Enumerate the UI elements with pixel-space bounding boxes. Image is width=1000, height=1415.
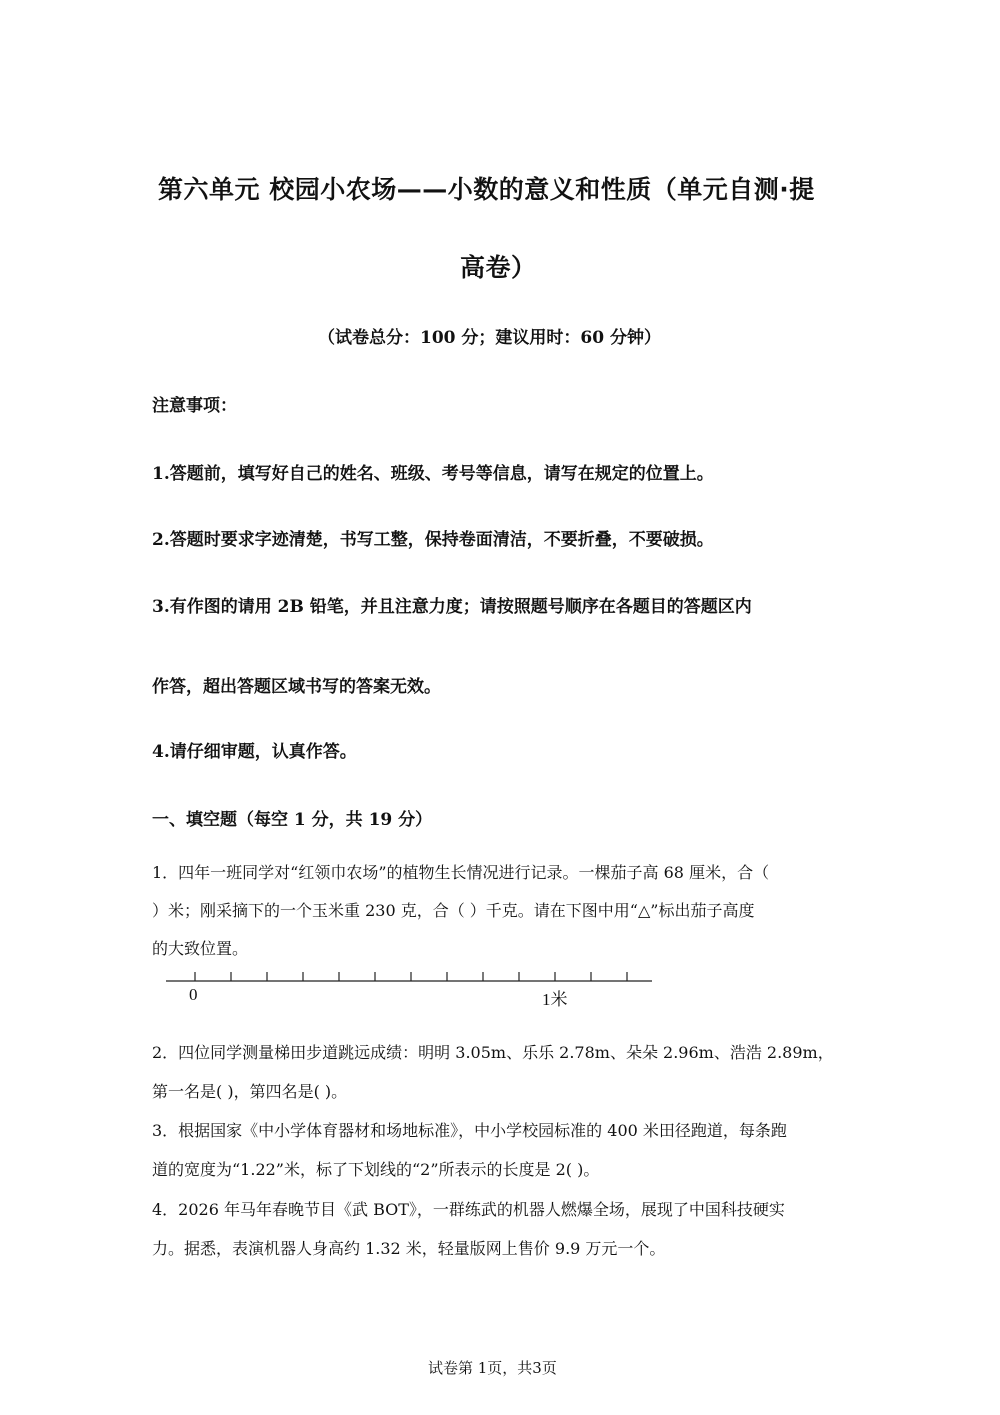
number-line-ticks	[195, 972, 627, 981]
note-item-1: 1.答题前，填写好自己的姓名、班级、考号等信息，请写在规定的位置上。	[152, 464, 714, 484]
question-1-line1: 1．四年一班同学对“红领巾农场”的植物生长情况进行记录。一棵茄子高 68 厘米，合（	[152, 863, 770, 882]
question-2-line2: 第一名是( )，第四名是( )。	[152, 1082, 348, 1101]
number-line-start-label: 0	[189, 985, 198, 1004]
notes-heading: 注意事项：	[152, 396, 237, 416]
number-line-figure	[160, 962, 660, 1012]
section-heading-fill-blank: 一、填空题（每空 1 分，共 19 分）	[152, 810, 433, 830]
question-2-line1: 2．四位同学测量梯田步道跳远成绩：明明 3.05m、乐乐 2.78m、朵朵 2.96m、浩浩 2.89m，	[152, 1043, 834, 1062]
note-item-3-cont: 作答，超出答题区域书写的答案无效。	[152, 677, 441, 697]
note-item-3: 3.有作图的请用 2B 铅笔，并且注意力度；请按照题号顺序在各题目的答题区内	[152, 597, 752, 617]
question-4-line2: 力。据悉，表演机器人身高约 1.32 米，轻量版网上售价 9.9 万元一个。	[152, 1239, 666, 1258]
question-3-line2: 道的宽度为“1.22”米，标了下划线的“2”所表示的长度是 2( )。	[152, 1160, 600, 1179]
page-footer: 试卷第 1页，共3页	[428, 1359, 557, 1377]
exam-info: （试卷总分：100 分；建议用时：60 分钟）	[318, 328, 661, 348]
question-3-line1: 3．根据国家《中小学体育器材和场地标准》，中小学校园标准的 400 米田径跑道，每条跑	[152, 1121, 787, 1140]
page-title-line1: 第六单元 校园小农场——小数的意义和性质（单元自测·提	[158, 175, 815, 204]
question-1-line2: ）米；刚采摘下的一个玉米重 230 克，合（ ）千克。请在下图中用“△”标出茄子高度	[152, 901, 755, 920]
note-item-2: 2.答题时要求字迹清楚，书写工整，保持卷面清洁，不要折叠，不要破损。	[152, 530, 714, 550]
number-line-end-label: 1米	[542, 990, 568, 1009]
question-4-line1: 4．2026 年马年春晚节目《武 BOT》，一群练武的机器人燃爆全场，展现了中国科技硬实	[152, 1200, 785, 1219]
question-1-line3: 的大致位置。	[152, 939, 249, 958]
page-title-line2: 高卷）	[460, 253, 537, 282]
note-item-4: 4.请仔细审题，认真作答。	[152, 742, 357, 762]
